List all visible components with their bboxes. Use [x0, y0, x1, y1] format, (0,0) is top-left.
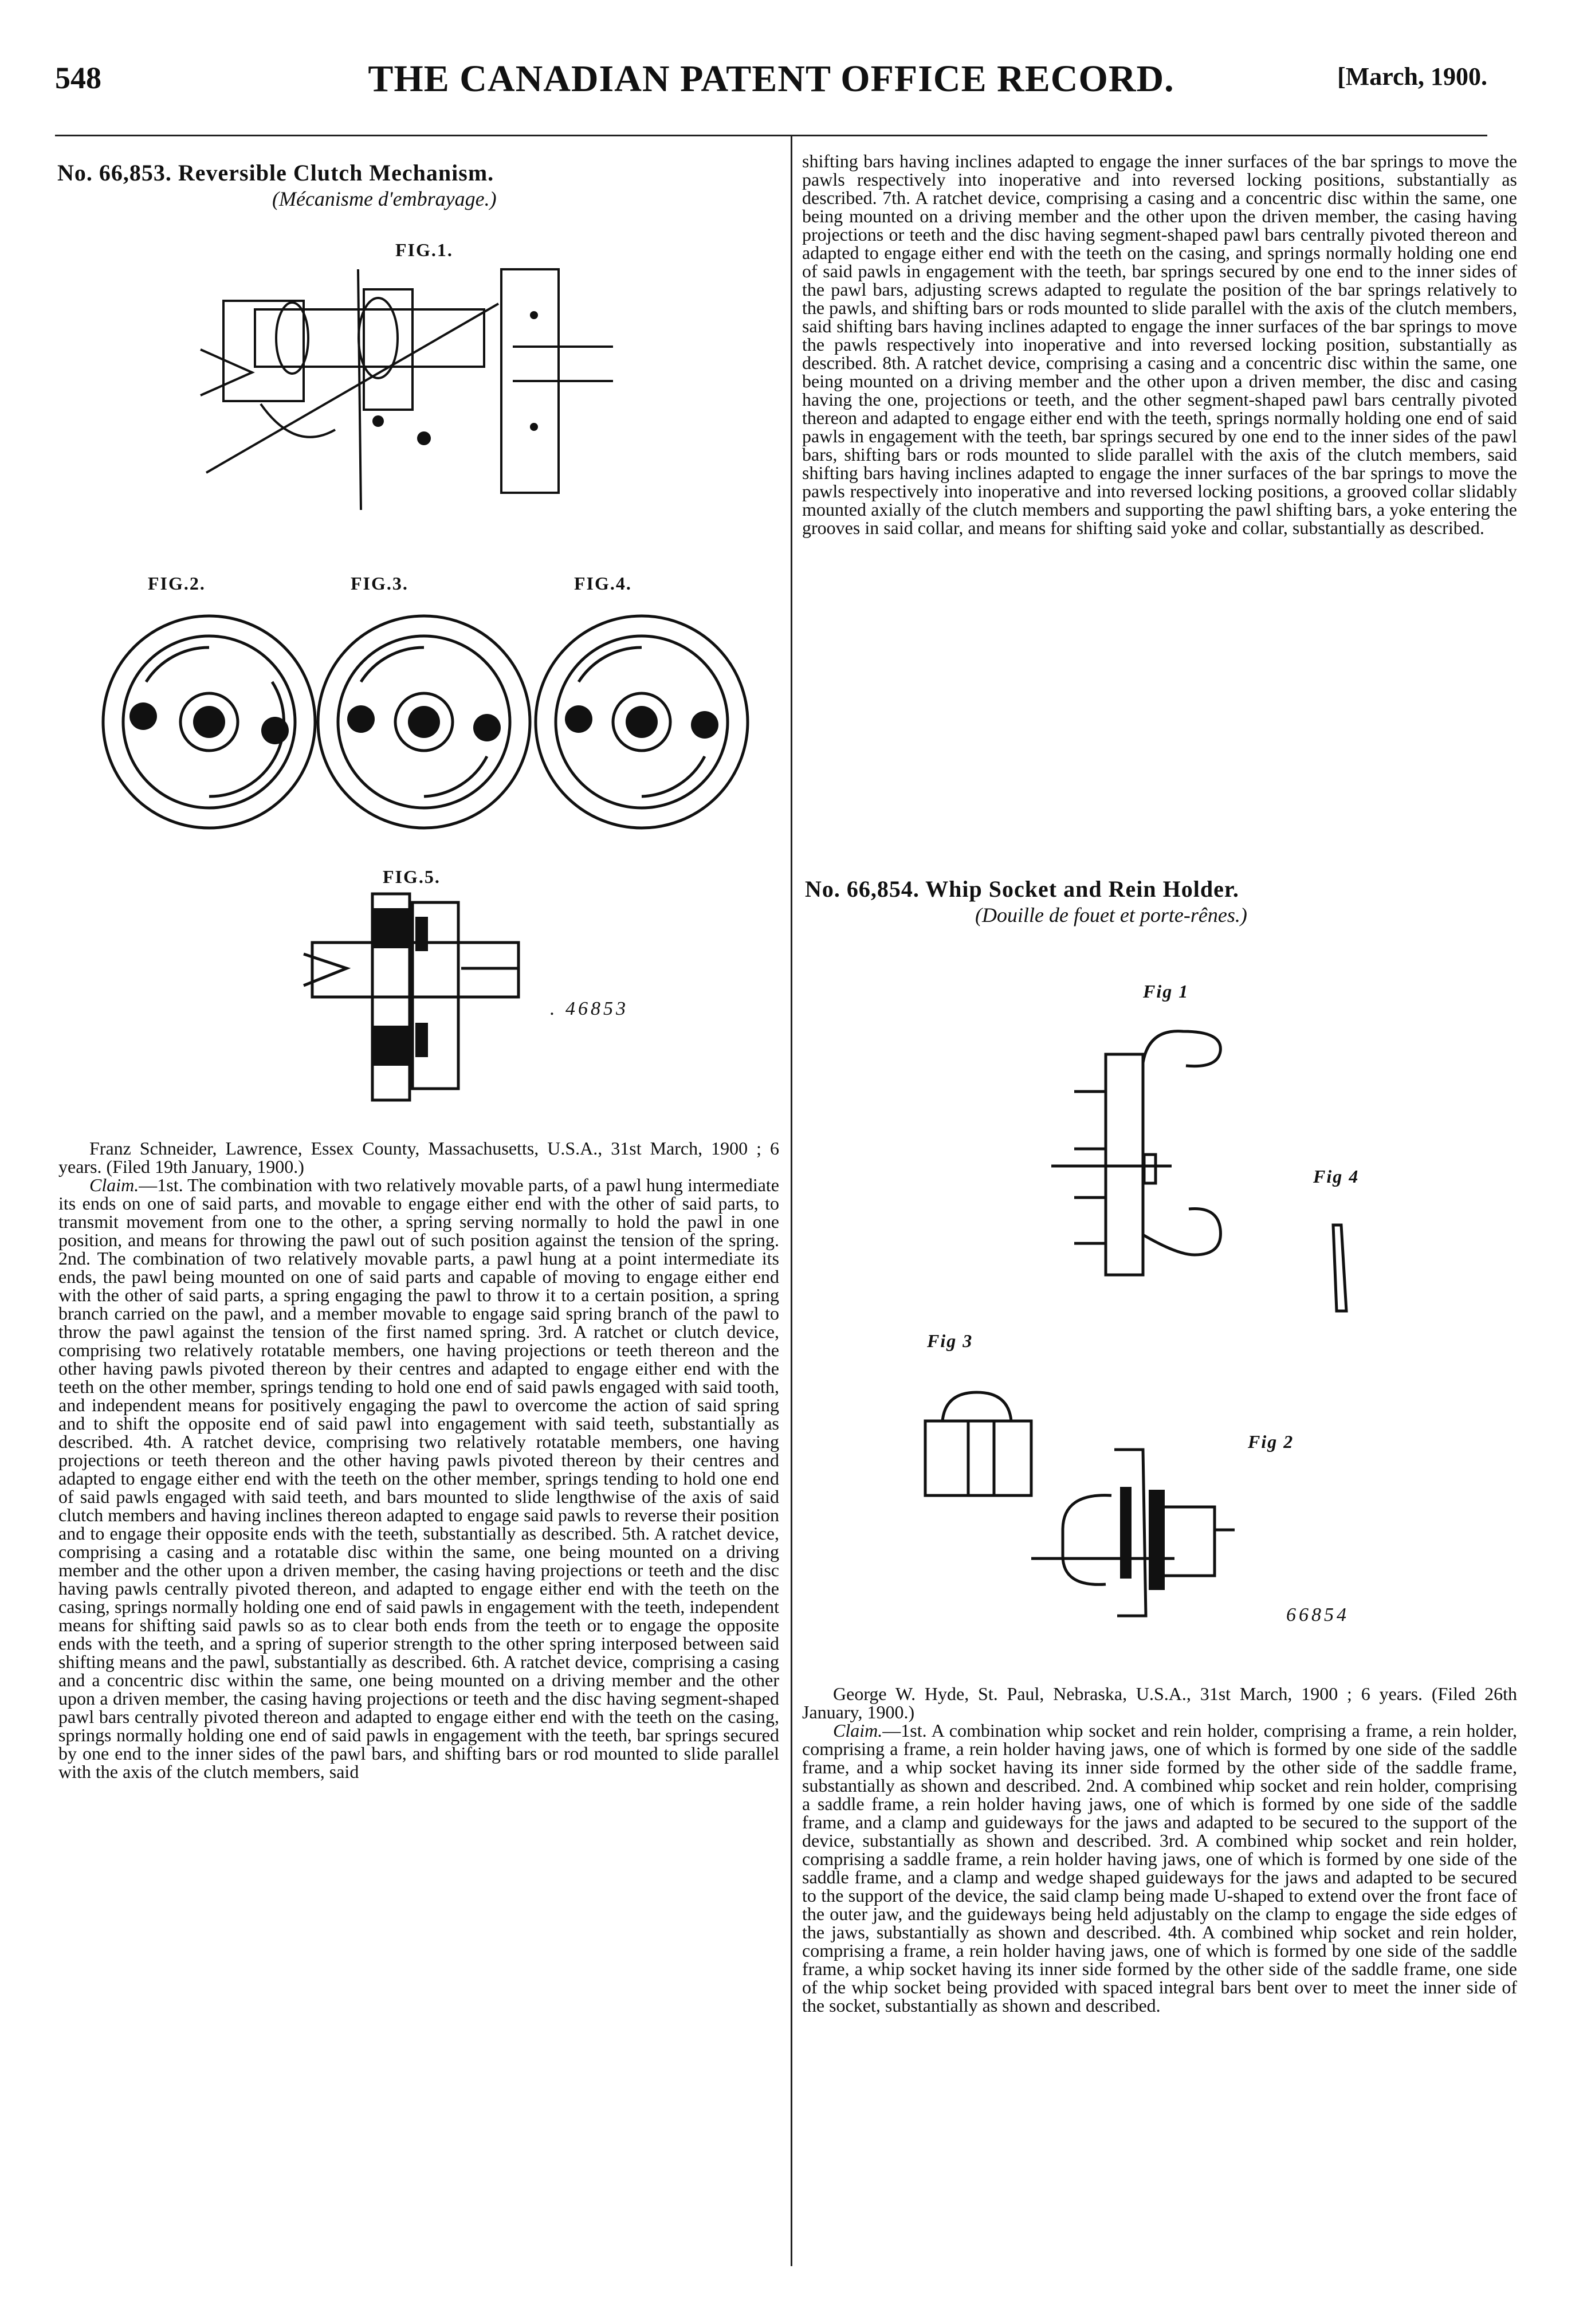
left-column-body — [58, 1139, 779, 2256]
right-column-continued-claims — [802, 152, 1517, 857]
figure-label-fig1: FIG.1. — [395, 240, 453, 260]
page-header — [55, 54, 1487, 106]
patent-title: Reversible Clutch Mechanism. — [178, 160, 494, 186]
claim-text: —1st. A combination whip socket and rein holder, comprising a frame, a rein holder, comprising a frame, a rein holder having jaws, one of which is formed by one side of the saddle frame, and a whip socket having its inner side formed by the other side of the saddle frame, substantially as shown and described. 2nd. A combined whip socket and rein holder, comprising a saddle frame, a rein holder having jaws, one of which is formed by one side of the saddle frame, and a clamp and guideways for the jaws and adapted to be secured to the support of the device, substantially as shown and described. 3rd. A combined whip socket and rein holder, comprising a saddle frame, a rein holder having jaws, one of which is formed by one side of the saddle frame, and a clamp and wedge shaped guideways for the jaws and adapted to be secured to the support of the device, the said clamp being made U-shaped to extend over the front face of the outer jaw, and the guideways being held adjustably on the clamp to engage the side edges of the jaws, substantially as shown and described. 4th. A combined whip socket and rein holder, comprising a frame, a rein holder having jaws, one of which is formed by one side of the saddle frame, a whip socket having its inner side formed by the other side of the saddle frame, one side of the whip socket being provided with spaced integral bars bent over to meet the inner side of the socket, substantially as shown and described. — [802, 1720, 1517, 2016]
whip-socket-figure-2 — [1031, 1444, 1301, 1667]
patent-number: No. 66,854. — [805, 876, 920, 902]
journal-title: THE CANADIAN PATENT OFFICE RECORD. — [368, 58, 1174, 100]
patent-number-note-46853: . 46853 — [550, 998, 628, 1019]
figure-label-fig4: FIG.4. — [574, 573, 632, 594]
clutch-figure-5 — [289, 882, 530, 1106]
patent-french-title: (Douille de fouet et porte-rênes.) — [975, 904, 1247, 927]
clutch-figure-1 — [172, 241, 607, 584]
claims-66854 — [802, 1721, 1517, 2015]
whip-socket-figure-1 — [1051, 1008, 1298, 1295]
patent-number-note-66854: 66854 — [1286, 1604, 1349, 1626]
column-divider — [791, 135, 792, 2266]
continued-claim-text: shifting bars having inclines adapted to engage the inner surfaces of the bar springs to move the pawls respectively into inoperative and into reversed locking positions, substantially as described. 7th. A ratchet device, comprising a casing and a concentric disc within the same, one being mounted on a driving member and the other upon the driven member, the casing having projections or teeth and the disc having segment-shaped pawl bars centrally pivoted thereon and adapted to engage either end with the teeth on the casing, and springs normally holding one end of said pawls in engagement with the teeth, bar springs secured by one end to the inner sides of the pawl bars, adjusting screws adapted to regulate the position of the bar springs relatively to the pawls, and shifting bars or rods mounted to slide parallel with the axis of the clutch members, said shifting bars having inclines adapted to engage the inner surfaces of the bar springs to move the pawls respectively into inoperative and into reversed locking position, substantially as described. 8th. A ratchet device, comprising a casing and a concentric disc within the same, one being mounted on a driving member and the other upon a driven member, the disc and casing having the one, projections or teeth, and the other segment-shaped pawl bars centrally pivoted thereon and adapted to engage either end with the teeth, springs normally holding one end of said pawls in engagement with the teeth, bar springs secured by one end to the inner sides of the pawl bars, shifting bars or rods mounted to slide parallel with the axis of the clutch members, said shifting bars having inclines adapted to engage the inner surfaces of the bar springs to move the pawls respectively into inoperative and into reversed locking positions, a grooved collar slidably mounted axially of the clutch members and supporting the pawl shifting bars, a yoke entering the grooves in said collar, and means for shifting said yoke and collar, substantially as described. — [802, 151, 1517, 538]
page-number: 548 — [55, 61, 101, 95]
header-rule — [55, 135, 1487, 136]
figure-label-fig4: Fig 4 — [1313, 1166, 1360, 1187]
clutch-figures-2-3-4 — [92, 596, 779, 848]
claim-text: —1st. The combination with two relatively movable parts, of a pawl hung intermediate its ends on one of said parts, and movable to engage either end with the other of said parts, to transmit movement from one to the other, a spring serving normally to hold the pawl in one position, and means for throwing the pawl out of such position against the tension of the spring. 2nd. The combination of two relatively movable parts, a pawl hung at a point intermediate its ends, the pawl being mounted on one of said parts and capable of moving to engage either end with the other of said parts, a spring engaging the pawl to throw it to a certain position, a spring branch carried on the pawl, and a member movable to engage said spring branch of the pawl to throw the pawl against the tension of the first named spring. 3rd. A ratchet or clutch device, comprising two relatively rotatable members, one having projections or teeth thereon and the other having pawls pivoted thereon by their centres and adapted to engage either end with the teeth on the other member, springs tending to hold one end of said pawls engaged with said tooth, and independent means for positively engaging the pawl to overcome the action of said spring and to shift the opposite end of said pawl into engagement with said teeth, substantially as described. 4th. A ratchet device, comprising two relatively rotatable members, one having projections or teeth thereon and the other having pawls pivoted thereon by their centres and adapted to engage either end with the teeth on the other member, springs tending to hold one end of said pawls engaged with said teeth, and bars mounted to slide lengthwise of the axis of said clutch members and having inclines thereon adapted to engage said pawls to reverse their position and to engage their opposite ends with the teeth, substantially as described. 5th. A ratchet device, comprising a casing and a rotatable disc within the same, one being mounted on a driving member and the other upon a driven member, the casing having projections or teeth and the disc having pawls centrally pivoted thereon, and adapted to engage either end with the teeth on the casing, springs normally holding one end of said pawls in engagement with the teeth, independent means for shifting said pawls so as to clear both ends from the teeth or to engage the opposite ends with the teeth, and a spring of superior strength to the other spring interposed between said shifting means and the pawl, substantially as described. 6th. A ratchet device, comprising a casing and a concentric disc within the same, one being mounted on a driving member and the other upon a driven member, the casing having projections or teeth and the disc having segment-shaped pawl bars centrally pivoted thereon and adapted to engage either end with the teeth on the casing, springs normally holding one end of said pawls in engagement with the teeth, bar springs secured by one end to the inner sides of the pawl bars, and shifting bars or rod mounted to slide parallel with the axis of the clutch members, said — [58, 1175, 779, 1782]
figure-label-fig2: Fig 2 — [1248, 1431, 1294, 1452]
patent-number: No. 66,853. — [57, 160, 172, 186]
claim-label: Claim. — [833, 1720, 883, 1741]
whip-socket-figure-4 — [1326, 1225, 1378, 1328]
claim-label: Claim. — [89, 1175, 139, 1195]
figure-label-fig2: FIG.2. — [148, 573, 206, 594]
figure-label-fig3: FIG.3. — [351, 573, 408, 594]
patent-title: Whip Socket and Rein Holder. — [925, 876, 1239, 902]
patent-heading-66854 — [805, 876, 1239, 903]
claims-66853 — [58, 1176, 779, 1781]
inventor-line-66854: George W. Hyde, St. Paul, Nebraska, U.S.A., 31st March, 1900 ; 6 years. (Filed 26th January, 1900.) — [802, 1683, 1517, 1722]
right-column-body — [802, 1685, 1517, 2258]
whip-socket-figure-3 — [914, 1381, 1051, 1513]
patent-heading-66853 — [57, 159, 494, 187]
figure-label-fig5: FIG.5. — [383, 866, 441, 887]
inventor-line-66853: Franz Schneider, Lawrence, Essex County, Massachusetts, U.S.A., 31st March, 1900 ; 6 years. (Filed 19th January, 1900.) — [58, 1138, 779, 1177]
figure-label-fig3: Fig 3 — [927, 1330, 973, 1351]
patent-french-title: (Mécanisme d'embrayage.) — [272, 187, 497, 210]
figure-label-fig1: Fig 1 — [1143, 981, 1189, 1002]
issue-date: [March, 1900. — [1337, 62, 1487, 91]
